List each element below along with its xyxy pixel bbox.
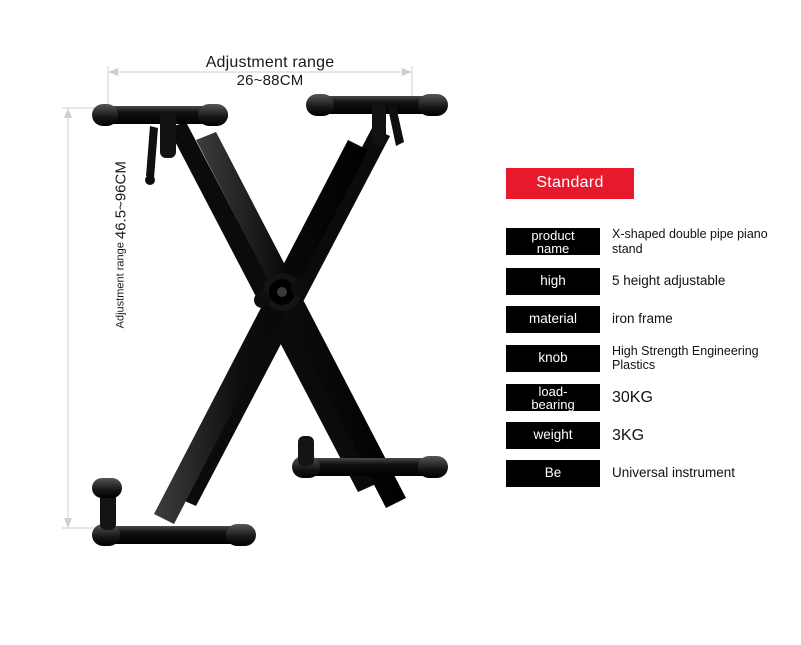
- stand-body: [92, 94, 448, 546]
- spec-title-badge: Standard: [506, 168, 634, 199]
- top-dimension-value: 26~88CM: [236, 72, 304, 90]
- spec-row-product-name: [506, 227, 786, 257]
- spec-panel: [506, 168, 786, 498]
- spec-key-material: material: [506, 306, 600, 333]
- spec-key-line-2: name: [536, 240, 570, 256]
- spec-key-line-1: product: [531, 227, 575, 243]
- left-dimension-title: Adjustment range: [115, 242, 128, 329]
- top-dimension-title: Adjustment range: [205, 54, 335, 71]
- spec-row-be: [506, 460, 786, 487]
- spec-row-load-bearing: [506, 384, 786, 411]
- spec-value-high: 5 height adjustable: [612, 272, 726, 288]
- spec-row-weight: [506, 422, 786, 449]
- spec-value-material: iron frame: [612, 310, 673, 326]
- spec-key-line-1: load-: [538, 383, 568, 399]
- spec-key-line-2: bearing: [531, 396, 575, 412]
- spec-value-knob: High Strength Engineering Plastics: [612, 343, 759, 373]
- left-dimension-label: [112, 161, 131, 329]
- spec-value-be: Universal instrument: [612, 465, 736, 481]
- spec-row-high: [506, 268, 786, 295]
- spec-table: [506, 227, 786, 487]
- spec-row-material: [506, 306, 786, 333]
- spec-key-load-bearing: [506, 384, 600, 411]
- spec-value-weight: 3KG: [612, 426, 645, 444]
- spec-row-knob: [506, 344, 786, 374]
- spec-key-be: Be: [506, 460, 600, 487]
- spec-value-load-bearing: 30KG: [612, 388, 653, 406]
- top-dimension-label: [120, 54, 420, 90]
- spec-value-product-name: X-shaped double pipe piano stand: [612, 227, 768, 256]
- left-dimension-value: 46.5~96CM: [112, 161, 130, 240]
- spec-key-product-name: [506, 228, 600, 255]
- spec-key-weight: weight: [506, 422, 600, 449]
- top-right-arm: [306, 94, 448, 146]
- spec-key-high: high: [506, 268, 600, 295]
- spec-key-knob: knob: [506, 345, 600, 372]
